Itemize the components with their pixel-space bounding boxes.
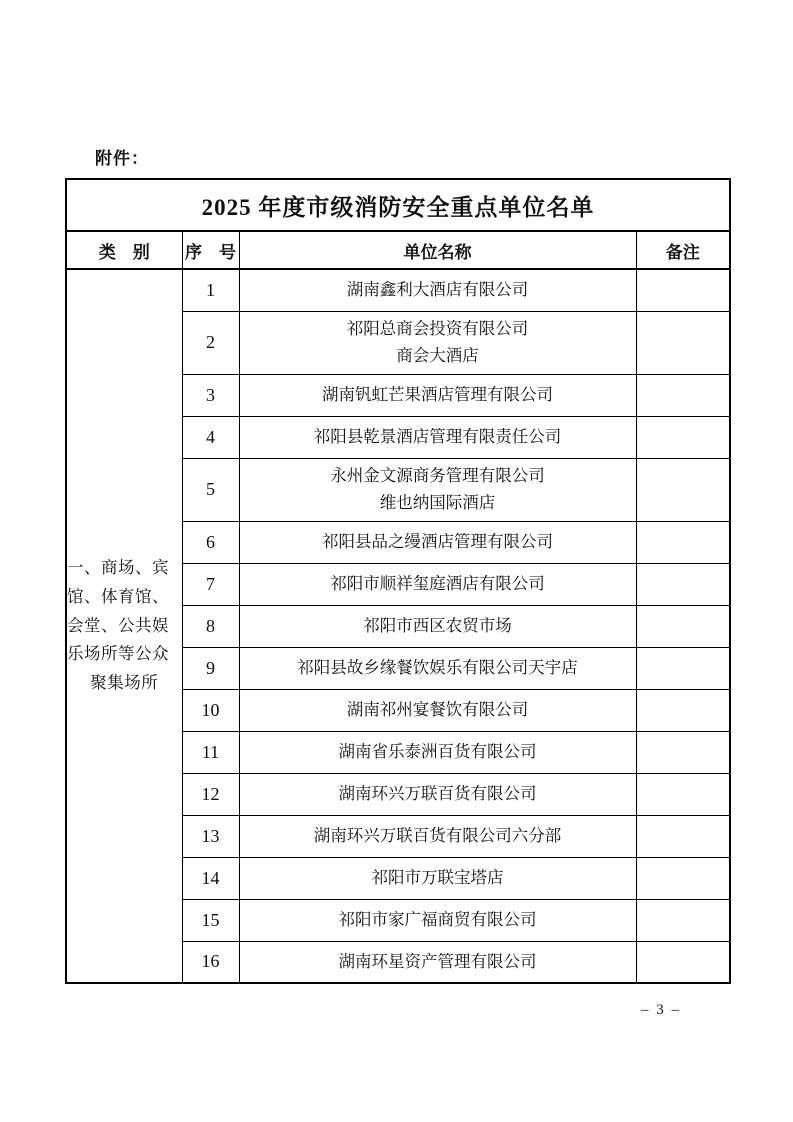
unit-name-line: 湖南祁州宴餐饮有限公司 <box>346 699 529 719</box>
unit-name-cell <box>239 941 636 983</box>
unit-name-line: 祁阳市家广福商贸有限公司 <box>338 909 537 929</box>
table-title: 2025 年度市级消防安全重点单位名单 <box>66 179 730 231</box>
remark-cell <box>636 458 730 521</box>
unit-name-cell <box>239 731 636 773</box>
remark-cell <box>636 689 730 731</box>
remark-cell <box>636 731 730 773</box>
serial-cell: 2 <box>182 311 239 374</box>
serial-cell: 14 <box>182 857 239 899</box>
serial-cell: 12 <box>182 773 239 815</box>
header-unit-name: 单位名称 <box>239 231 636 269</box>
remark-cell <box>636 311 730 374</box>
units-table-body <box>66 179 730 983</box>
unit-name-line: 湖南鑫利大酒店有限公司 <box>346 280 529 300</box>
category-cell <box>66 269 182 983</box>
remark-cell <box>636 857 730 899</box>
table-header-row <box>66 231 730 269</box>
remark-cell <box>636 815 730 857</box>
header-category: 类 别 <box>66 231 182 269</box>
unit-name-cell <box>239 773 636 815</box>
unit-name-cell <box>239 857 636 899</box>
serial-cell: 8 <box>182 605 239 647</box>
serial-cell: 3 <box>182 374 239 416</box>
remark-cell <box>636 773 730 815</box>
category-line: 馆、体育馆、 <box>67 586 169 606</box>
unit-name-cell <box>239 269 636 311</box>
category-line: 聚集场所 <box>90 673 159 693</box>
unit-name-cell <box>239 374 636 416</box>
remark-cell <box>636 605 730 647</box>
unit-name-line: 祁阳市西区农贸市场 <box>363 615 512 635</box>
remark-cell <box>636 269 730 311</box>
unit-name-cell <box>239 899 636 941</box>
unit-name-line: 永州金文源商务管理有限公司 <box>330 466 545 486</box>
unit-name-cell <box>239 458 636 521</box>
fire-safety-units-table <box>65 178 731 984</box>
unit-name-cell <box>239 416 636 458</box>
unit-name-line: 湖南环星资产管理有限公司 <box>338 951 537 971</box>
remark-cell <box>636 416 730 458</box>
header-serial: 序 号 <box>182 231 239 269</box>
serial-cell: 13 <box>182 815 239 857</box>
unit-name-line: 祁阳总商会投资有限公司 <box>346 319 529 339</box>
table-row <box>66 269 730 311</box>
remark-cell <box>636 374 730 416</box>
remark-cell <box>636 563 730 605</box>
unit-name-line: 祁阳市顺祥玺庭酒店有限公司 <box>330 573 545 593</box>
unit-name-line: 维也纳国际酒店 <box>379 492 496 512</box>
serial-cell: 10 <box>182 689 239 731</box>
serial-cell: 9 <box>182 647 239 689</box>
header-remark: 备注 <box>636 231 730 269</box>
unit-name-line: 商会大酒店 <box>396 345 479 365</box>
attachment-label: 附件： <box>95 149 149 168</box>
serial-cell: 1 <box>182 269 239 311</box>
unit-name-line: 湖南省乐泰洲百货有限公司 <box>338 741 537 761</box>
serial-cell: 11 <box>182 731 239 773</box>
serial-cell: 6 <box>182 521 239 563</box>
unit-name-cell <box>239 521 636 563</box>
unit-name-line: 祁阳县故乡缘餐饮娱乐有限公司天宇店 <box>297 657 578 677</box>
unit-name-line: 湖南钒虹芒果酒店管理有限公司 <box>322 384 553 404</box>
serial-cell: 5 <box>182 458 239 521</box>
serial-cell: 16 <box>182 941 239 983</box>
unit-name-line: 祁阳市万联宝塔店 <box>371 867 504 887</box>
unit-name-cell <box>239 689 636 731</box>
remark-cell <box>636 941 730 983</box>
category-line: 会堂、公共娱 <box>67 615 169 635</box>
unit-name-cell <box>239 647 636 689</box>
serial-cell: 15 <box>182 899 239 941</box>
category-line: 一、商场、宾 <box>67 557 169 577</box>
remark-cell <box>636 521 730 563</box>
unit-name-line: 湖南环兴万联百货有限公司 <box>338 783 537 803</box>
unit-name-cell <box>239 605 636 647</box>
table-title-row <box>66 179 730 231</box>
unit-name-cell <box>239 563 636 605</box>
unit-name-cell <box>239 815 636 857</box>
serial-cell: 7 <box>182 563 239 605</box>
unit-name-cell <box>239 311 636 374</box>
remark-cell <box>636 899 730 941</box>
unit-name-line: 祁阳县品之缦酒店管理有限公司 <box>322 531 553 551</box>
unit-name-line: 祁阳县乾景酒店管理有限责任公司 <box>313 426 562 446</box>
serial-cell: 4 <box>182 416 239 458</box>
category-line: 乐场所等公众 <box>67 644 169 664</box>
page-number: – 3 – <box>641 1002 681 1018</box>
remark-cell <box>636 647 730 689</box>
unit-name-line: 湖南环兴万联百货有限公司六分部 <box>313 825 562 845</box>
